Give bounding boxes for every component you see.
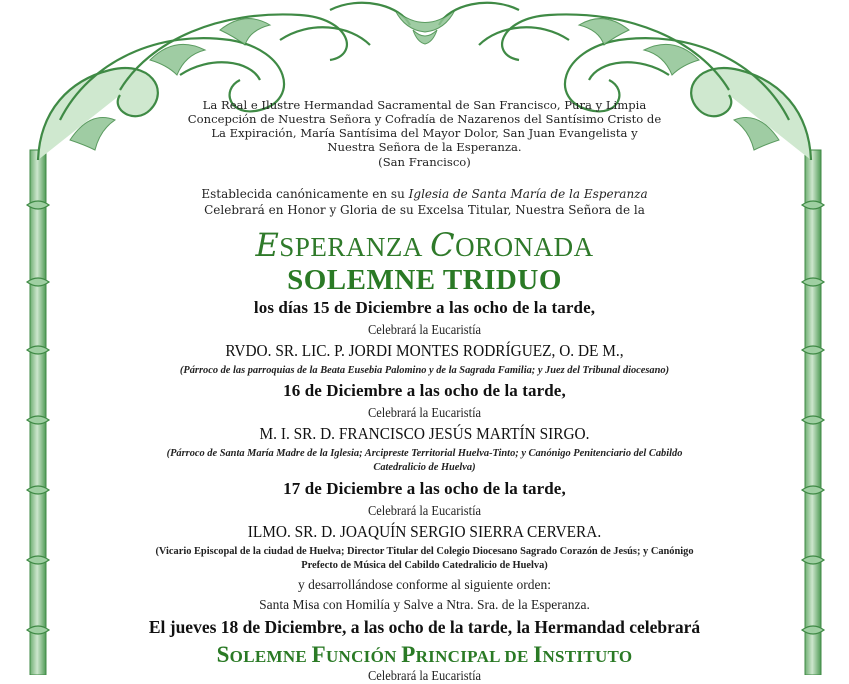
funcion-initial-p: P <box>401 642 416 667</box>
day1-role: (Párroco de las parroquias de la Beata Eusebia Palomino y de la Sagrada Familia; y Juez del Tribunal diocesano) <box>179 365 670 376</box>
brotherhood-line-2: Concepción de Nuestra Señora y Cofradía de Nazarenos del Santísimo Cristo de <box>187 112 662 126</box>
day2-celebrates: Celebrará la Eucaristía <box>367 405 482 420</box>
day3-role-line-1: (Vicario Episcopal de la ciudad de Huelva; Director Titular del Colegio Diocesano Sagrado Corazón de Jesús; y Canónigo <box>155 546 694 557</box>
title-initial-e: E <box>255 226 280 264</box>
day2-priest: M. I. SR. D. FRANCISCO JESÚS MARTÍN SIRGO. <box>259 424 590 443</box>
funcion-word-solemne: OLEMNE <box>229 647 312 666</box>
established-prefix: Establecida canónicamente en su <box>201 187 409 201</box>
title-initial-c: C <box>430 226 456 264</box>
established-line <box>0 186 849 202</box>
subtitle-solemne-triduo: SOLEMNE TRIDUO <box>287 264 562 296</box>
day2-role-line-1: (Párroco de Santa María Madre de la Iglesia; Arcipreste Territorial Huelva-Tinto; y Canónigo Penitenciario del Cabildo <box>166 448 683 459</box>
principal-thursday-line: El jueves 18 de Diciembre, a las ocho de la tarde, la Hermandad celebrará <box>148 617 701 637</box>
funcion-initial-s: S <box>216 642 230 667</box>
order-intro: y desarrollándose conforme al siguiente orden: <box>297 577 552 592</box>
brotherhood-line-3: La Expiración, María Santísima del Mayor Dolor, San Juan Evangelista y <box>211 126 638 140</box>
title-word-esperanza: SPERANZA <box>279 232 423 262</box>
church-name: Iglesia de Santa María de la Esperanza <box>408 187 648 201</box>
title-word-coronada: ORONADA <box>455 232 594 262</box>
brotherhood-line-1: La Real e Ilustre Hermandad Sacramental de San Francisco, Pura y Limpia <box>202 98 647 112</box>
day3-priest: ILMO. SR. D. JOAQUÍN SERGIO SIERRA CERVERA. <box>247 522 602 541</box>
day1-date: los días 15 de Diciembre a las ocho de la tarde, <box>253 298 596 317</box>
funcion-word-funcion: UNCIÓN <box>325 647 402 666</box>
funcion-word-principal: RINCIPAL DE <box>415 647 534 666</box>
funcion-initial-f: F <box>311 642 326 667</box>
day1-priest: RVDO. SR. LIC. P. JORDI MONTES RODRÍGUEZ, O. DE M., <box>225 341 624 360</box>
day3-date: 17 de Diciembre a las ocho de la tarde, <box>283 479 566 498</box>
brotherhood-line-4: Nuestra Señora de la Esperanza. <box>327 140 522 154</box>
day1-celebrates: Celebrará la Eucaristía <box>367 322 482 337</box>
principal-function-title <box>0 642 849 668</box>
funcion-word-instituto: NSTITUTO <box>542 647 633 666</box>
day2-role-line-2: Catedralicio de Huelva) <box>373 462 476 473</box>
funcion-initial-i: I <box>533 642 543 667</box>
title-esperanza-coronada <box>0 226 849 264</box>
day2-date: 16 de Diciembre a las ocho de la tarde, <box>283 381 566 400</box>
day3-celebrates: Celebrará la Eucaristía <box>367 503 482 518</box>
principal-cut-off-line: Celebrará la Eucaristía <box>367 668 482 683</box>
celebrates-line: Celebrará en Honor y Gloria de su Excelsa Titular, Nuestra Señora de la <box>204 203 645 217</box>
day3-role-line-2: Prefecto de Música del Cabildo Catedralicio de Huelva) <box>301 560 548 571</box>
order-mass: Santa Misa con Homilía y Salve a Ntra. Sra. de la Esperanza. <box>259 597 590 612</box>
brotherhood-location: (San Francisco) <box>378 155 471 169</box>
